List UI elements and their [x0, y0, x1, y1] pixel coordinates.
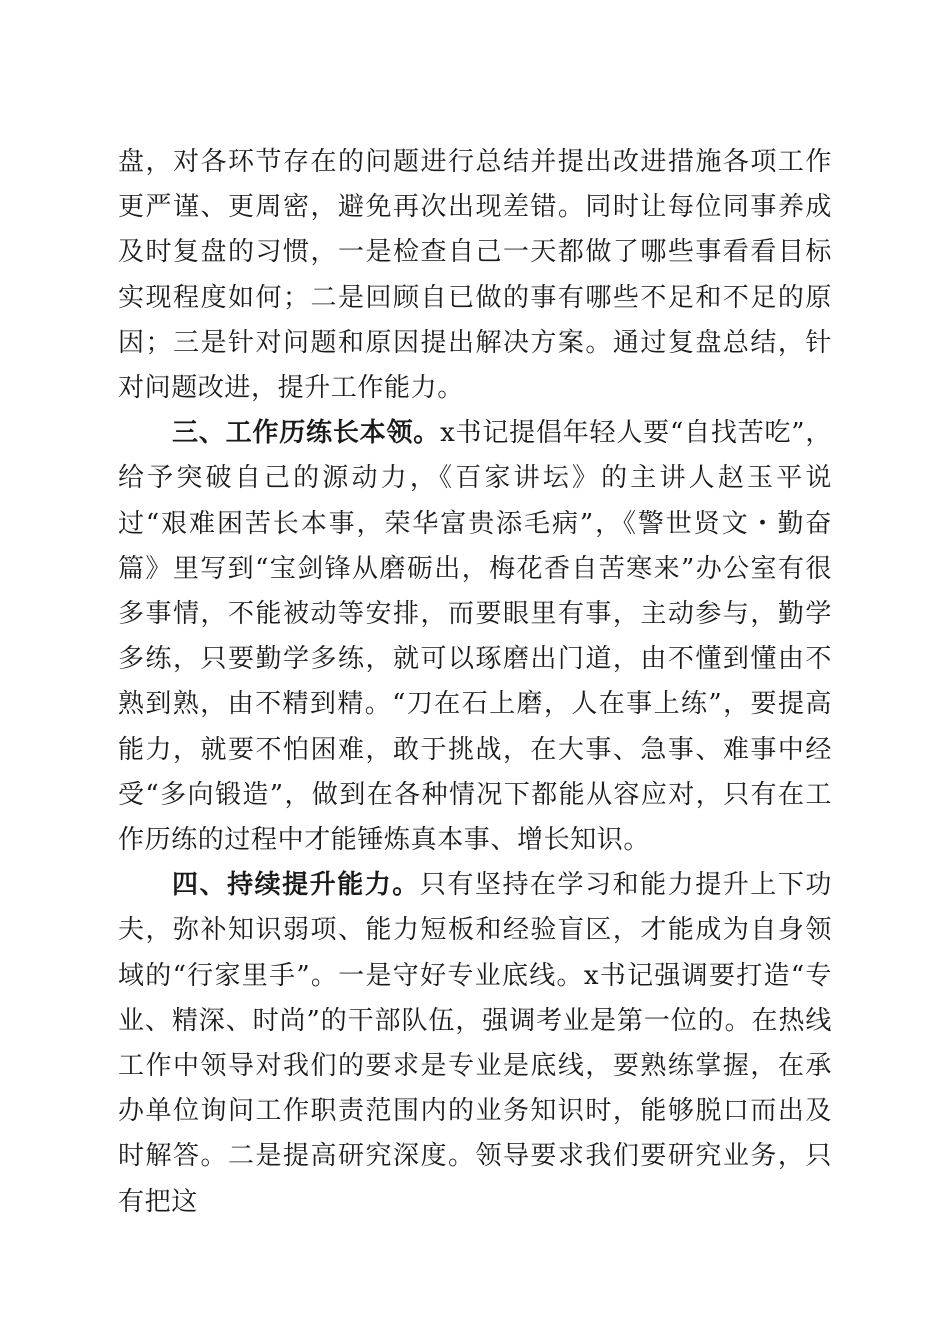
section-heading-four: 四、持续提升能力。	[172, 870, 420, 901]
document-body	[118, 140, 832, 1225]
paragraph-text: 只有坚持在学习和能力提升上下功夫，弥补知识弱项、能力短板和经验盲区，才能成为自身领域的“行家里手”。一是守好专业底线。x书记强调要打造“专业、精深、时尚”的干部队伍，强调考业是第一位的。在热线工作中领导对我们的要求是专业是底线，要熟练掌握，在承办单位询问工作职责范围内的业务知识时，能够脱口而出及时解答。二是提高研究深度。领导要求我们要研究业务，只有把这	[118, 870, 832, 1217]
paragraph-text: 盘，对各环节存在的问题进行总结并提出改进措施各项工作更严谨、更周密，避免再次出现差错。同时让每位同事养成及时复盘的习惯，一是检查自己一天都做了哪些事看看目标实现程度如何；二是回顾自已做的事有哪些不足和不足的原因；三是针对问题和原因提出解决方案。通过复盘总结，针对问题改进，提升工作能力。	[118, 147, 832, 404]
paragraph-section-four	[118, 863, 832, 1225]
paragraph-text: x书记提倡年轻人要“自找苦吃”，给予突破自己的源动力，《百家讲坛》的主讲人赵玉平说过“艰难困苦长本事，荣华富贵添毛病”，《警世贤文・勤奋篇》里写到“宝剑锋从磨砺出，梅花香自苦寒来”办公室有很多事情，不能被动等安排，而要眼里有事，主动参与，勤学多练，只要勤学多练，就可以琢磨出门道，由不懂到懂由不熟到熟，由不精到精。“刀在石上磨，人在事上练”，要提高能力，就要不怕困难，敢于挑战，在大事、急事、难事中经受“多向锻造”，做到在各种情况下都能从容应对，只有在工作历练的过程中才能锤炼真本事、增长知识。	[118, 418, 832, 856]
paragraph-section-three	[118, 411, 832, 863]
paragraph-review-continuation	[118, 140, 832, 411]
section-heading-three: 三、工作历练长本领。	[172, 418, 441, 449]
